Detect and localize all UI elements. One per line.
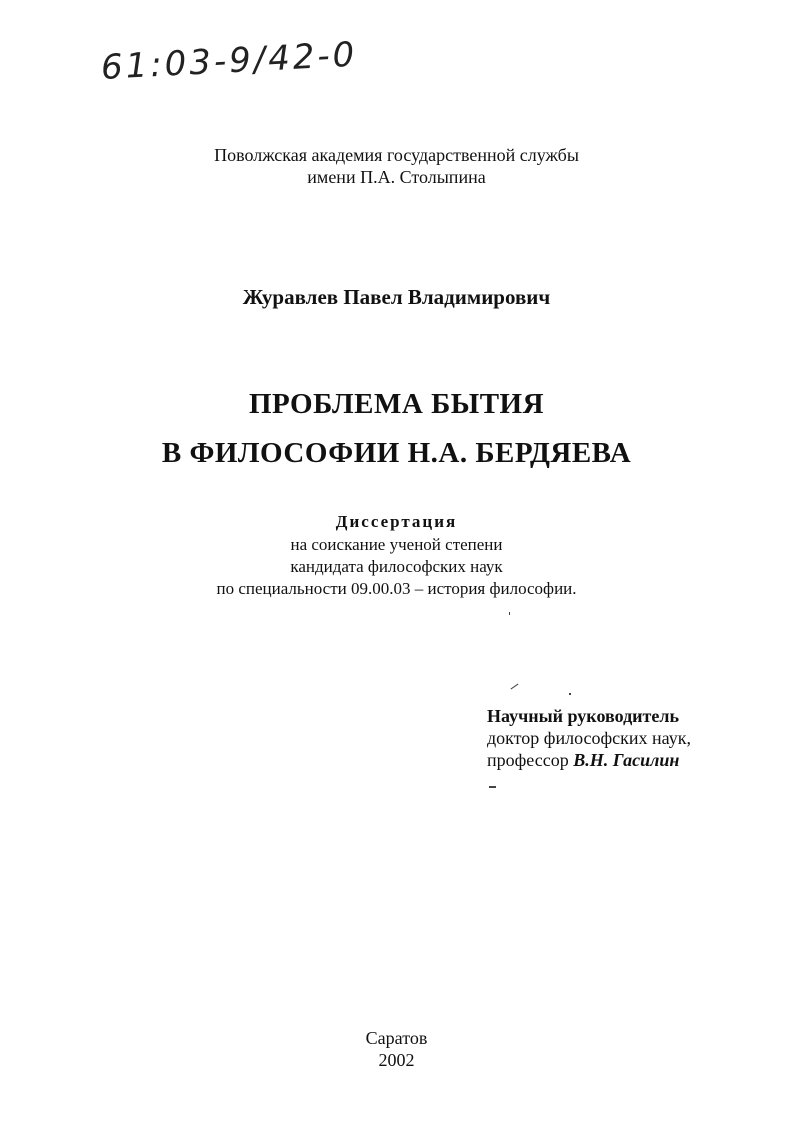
- dissertation-title-line2: В ФИЛОСОФИИ Н.А. БЕРДЯЕВА: [161, 437, 632, 469]
- advisor-line: [487, 750, 679, 771]
- institution-name-line1: Поволжская академия государственной службы: [214, 145, 579, 165]
- scan-speck: [509, 612, 510, 615]
- specialty-line: по специальности 09.00.03 – история философии.: [216, 579, 577, 598]
- dissertation-title-line1: ПРОБЛЕМА БЫТИЯ: [248, 388, 545, 420]
- institution-name-line2: имени П.А. Столыпина: [307, 167, 486, 187]
- city: Саратов: [365, 1028, 428, 1048]
- degree-line2: кандидата философских наук: [290, 557, 503, 576]
- scan-speck: [569, 693, 571, 695]
- advisor-title-prefix: профессор: [487, 750, 574, 770]
- handwritten-catalog-code: 61:03-9/42-0: [100, 34, 359, 88]
- dissertation-label: Диссертация: [335, 512, 458, 531]
- scan-speck: [489, 786, 496, 788]
- advisor-heading: Научный руководитель: [487, 706, 679, 726]
- advisor-degree: доктор философских наук,: [487, 728, 691, 748]
- advisor-name: В.Н. Гасилин: [573, 750, 680, 770]
- year: 2002: [378, 1050, 415, 1070]
- scan-speck: [511, 684, 519, 690]
- degree-line1: на соискание ученой степени: [290, 535, 503, 554]
- author-name: Журавлев Павел Владимирович: [242, 285, 551, 309]
